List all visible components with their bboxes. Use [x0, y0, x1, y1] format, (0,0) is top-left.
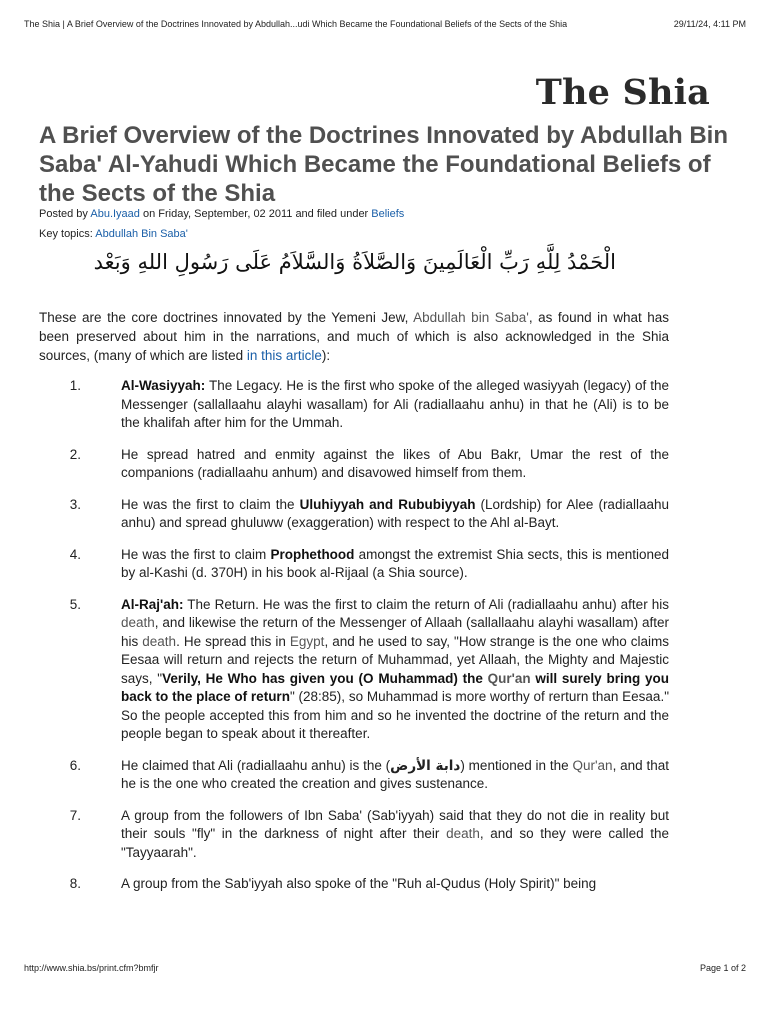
bold-term: Al-Wasiyyah:	[121, 378, 206, 393]
posted-by-line	[39, 208, 404, 220]
intro-paragraph	[39, 308, 669, 365]
item-text: A group from the followers of Ibn Saba' (Sab'iyyah) said that they do not die in reality but their souls "fly" in the darkness of night after their	[121, 807, 669, 841]
list-item	[69, 377, 669, 433]
intro-text-2: , as found in what has been preserved about him in the narrations, and much of which is also acknowledged in the Shia sources, (many of which are listed	[39, 310, 669, 363]
list-number: 5.	[69, 596, 81, 612]
key-topics-label: Key topics:	[39, 228, 96, 240]
list-item	[69, 875, 669, 894]
doctrines-list	[69, 377, 670, 907]
article-title: A Brief Overview of the Doctrines Innovated by Abdullah Bin Saba' Al-Yahudi Which Became the Foundational Beliefs of the Sects of the Shia	[39, 122, 728, 207]
intro-text-1: These are the core doctrines innovated by the Yemeni Jew,	[39, 310, 414, 325]
list-number: 3.	[69, 496, 81, 512]
death-link[interactable]: death	[121, 615, 155, 630]
item-text: ) mentioned in the	[460, 757, 573, 773]
list-item	[69, 496, 669, 533]
death-link[interactable]: death	[446, 826, 480, 841]
print-footer-page: Page 1 of 2	[699, 963, 746, 973]
list-number: 8.	[69, 876, 81, 891]
item-text: , and he used to say, "How strange is the one who claims Eesaa will return and rejects the return of Muhammad, yet Allaah, the Mighty and Majestic says, "	[121, 633, 669, 686]
key-topics-line	[39, 228, 188, 240]
item-text: , and so they were called the "Tayyaarah".	[121, 826, 670, 860]
list-item	[69, 757, 670, 794]
item-text: , and that he is the one who created the creation and gives sustenance.	[121, 757, 670, 791]
list-number: 7.	[69, 807, 81, 823]
item-text: A group from the Sab'iyyah also spoke of the "Ruh al-Qudus (Holy Spirit)" being	[121, 876, 597, 891]
list-number: 4.	[69, 546, 81, 562]
list-item	[69, 807, 670, 863]
bold-term: Uluhiyyah and Rububiyyah	[299, 496, 476, 512]
item-text: amongst the extremist Shia sects, this is mentioned by al-Kashi (d. 370H) in his book al-Rijaal (a Shia source).	[121, 546, 670, 580]
bold-term: Prophethood	[270, 546, 355, 562]
print-footer-url: http://www.shia.bs/print.cfm?bmfjr	[24, 963, 159, 973]
author-link[interactable]: Abu.Iyaad	[90, 208, 140, 220]
bold-term: Al-Raj'ah:	[121, 596, 184, 612]
item-text: , and likewise the return of the Messenger of Allaah (sallallaahu alayhi wasallam) after his	[121, 615, 669, 649]
print-footer	[24, 963, 746, 973]
quran-link[interactable]: Qur'an	[487, 670, 531, 686]
posted-middle: on Friday, September, 02 2011 and filed under	[139, 208, 372, 220]
category-link[interactable]: Beliefs	[371, 208, 405, 220]
print-header-datetime: 29/11/24, 4:11 PM	[673, 19, 746, 29]
arabic-term: دابة الأرض	[390, 757, 461, 774]
item-text: The Legacy. He is the first who spoke of the alleged wasiyyah (legacy) of the Messenger (sallallaahu alayhi wasallam) for Ali (radiallaahu anhu) in that he (Ali) is to be the khalifah after him for the Ummah.	[121, 378, 669, 430]
list-number: 2.	[69, 446, 81, 462]
list-number: 1.	[69, 378, 81, 393]
item-text: He was the first to claim	[121, 546, 271, 562]
bold-quote: will surely bring you back to the place of return	[121, 670, 669, 704]
item-text: He spread hatred and enmity against the likes of Abu Bakr, Umar the rest of the companions (radiallaahu anhum) and disavowed himself from them.	[121, 446, 669, 480]
arabic-opening-praise: الْحَمْدُ لِلَّهِ رَبِّ الْعَالَمِينَ وَالصَّلاَةُ وَالسَّلاَمُ عَلَى رَسُولِ اللهِ وَبَعْد	[93, 250, 616, 274]
topic-link[interactable]: Abdullah Bin Saba'	[95, 228, 188, 240]
item-text: The Return. He was the first to claim the return of Ali (radiallaahu anhu) after his	[183, 596, 669, 612]
item-text: He was the first to claim the	[121, 496, 300, 512]
bold-quote: Verily, He Who has given you (O Muhammad) the	[162, 670, 488, 686]
in-this-article-link[interactable]: in this article	[246, 348, 322, 363]
print-header-title: The Shia | A Brief Overview of the Doctrines Innovated by Abdullah...udi Which Became the Foundational Beliefs of the Sects of the Shia	[24, 19, 568, 29]
item-text: (Lordship) for Alee (radiallaahu anhu) and spread ghuluww (exaggeration) with respect to the Ahl al-Bayt.	[121, 496, 669, 530]
egypt-link[interactable]: Egypt	[289, 633, 325, 649]
print-header	[24, 19, 746, 29]
site-title[interactable]: The Shia	[535, 72, 710, 113]
death-link[interactable]: death	[142, 633, 177, 649]
item-text: " (28:85), so Muhammad is more worthy of rerturn than Eesaa." So the people accepted this from him and so he invented the doctrine of the return and the people began to speak about it thereafter.	[121, 689, 669, 741]
posted-prefix: Posted by	[39, 208, 91, 220]
list-number: 6.	[69, 757, 81, 773]
intro-text-3: ):	[321, 348, 331, 363]
item-text: . He spread this in	[176, 633, 290, 649]
item-text: He claimed that Ali (radiallaahu anhu) is the (	[121, 757, 391, 773]
list-item	[69, 546, 670, 583]
list-item	[69, 446, 669, 483]
quran-link[interactable]: Qur'an	[572, 757, 613, 773]
abdullah-bin-saba-link[interactable]: Abdullah bin Saba'	[413, 310, 529, 325]
list-item	[69, 596, 669, 744]
